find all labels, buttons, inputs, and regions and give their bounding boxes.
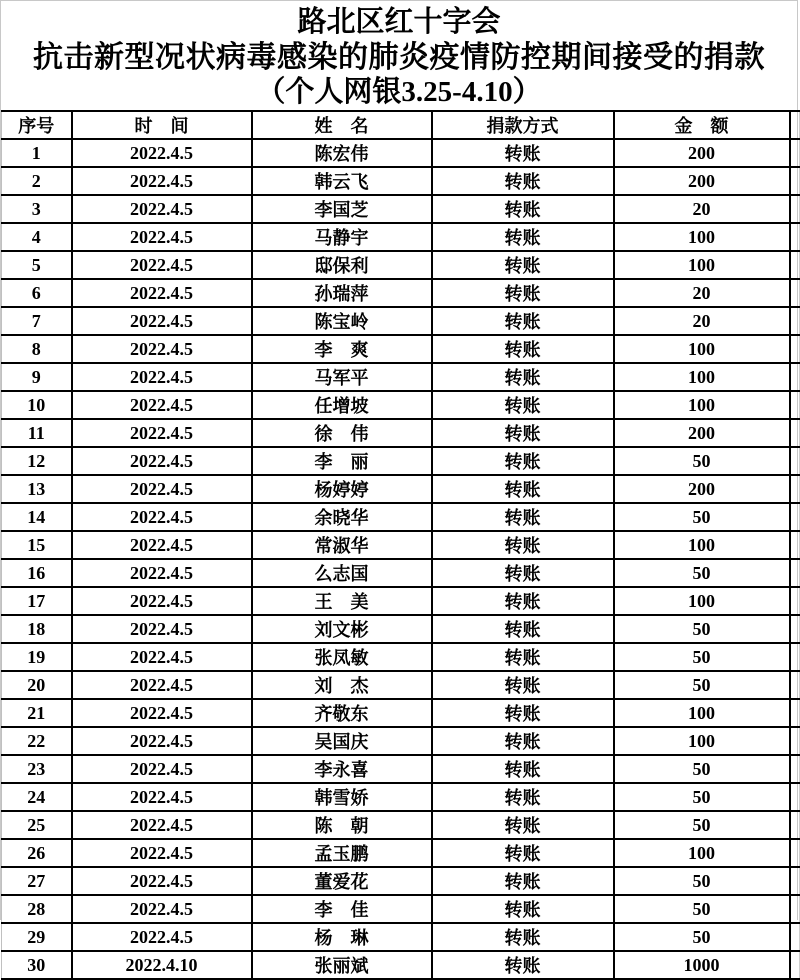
row-number-cell: 10 (2, 391, 72, 419)
date-cell: 2022.4.5 (72, 923, 252, 951)
name-cell: 韩雪娇 (252, 783, 432, 811)
table-row (2, 531, 800, 559)
method-cell: 转账 (432, 699, 614, 727)
document-subtitle: 抗击新型况状病毒感染的肺炎疫情防控期间接受的捐款 (33, 41, 765, 74)
table-row (2, 195, 800, 223)
table-row (2, 839, 800, 867)
gutter-cell (790, 755, 800, 783)
table-row (2, 643, 800, 671)
amount-cell: 20 (614, 279, 790, 307)
amount-cell: 50 (614, 783, 790, 811)
date-cell: 2022.4.5 (72, 419, 252, 447)
gutter-cell (790, 727, 800, 755)
method-cell: 转账 (432, 251, 614, 279)
date-cell: 2022.4.5 (72, 335, 252, 363)
date-cell: 2022.4.5 (72, 671, 252, 699)
name-cell: 马静宇 (252, 223, 432, 251)
amount-cell: 100 (614, 699, 790, 727)
organization-title: 路北区红十字会 (297, 6, 501, 38)
table-row (2, 391, 800, 419)
row-number-cell: 5 (2, 251, 72, 279)
row-number-cell: 24 (2, 783, 72, 811)
amount-cell: 100 (614, 727, 790, 755)
donation-table (1, 110, 800, 980)
date-cell: 2022.4.5 (72, 307, 252, 335)
gutter-cell (790, 251, 800, 279)
method-cell: 转账 (432, 307, 614, 335)
name-cell: 杨婷婷 (252, 475, 432, 503)
method-cell: 转账 (432, 475, 614, 503)
method-cell: 转账 (432, 671, 614, 699)
row-number-cell: 27 (2, 867, 72, 895)
amount-cell: 200 (614, 419, 790, 447)
method-cell: 转账 (432, 363, 614, 391)
gutter-cell (790, 951, 800, 979)
amount-cell: 100 (614, 531, 790, 559)
gutter-cell (790, 839, 800, 867)
date-cell: 2022.4.5 (72, 391, 252, 419)
row-number-cell: 30 (2, 951, 72, 979)
table-row (2, 671, 800, 699)
date-cell: 2022.4.5 (72, 223, 252, 251)
gutter-cell (790, 503, 800, 531)
date-cell: 2022.4.5 (72, 475, 252, 503)
table-row (2, 419, 800, 447)
date-cell: 2022.4.5 (72, 867, 252, 895)
amount-cell: 200 (614, 475, 790, 503)
document-title-block (1, 1, 797, 110)
method-cell: 转账 (432, 783, 614, 811)
amount-cell: 100 (614, 363, 790, 391)
date-cell: 2022.4.10 (72, 951, 252, 979)
column-header-name: 姓 名 (252, 111, 432, 139)
name-cell: 任增坡 (252, 391, 432, 419)
table-row (2, 447, 800, 475)
method-cell: 转账 (432, 727, 614, 755)
name-cell: 陈宏伟 (252, 139, 432, 167)
amount-cell: 100 (614, 251, 790, 279)
name-cell: 孙瑞萍 (252, 279, 432, 307)
date-cell: 2022.4.5 (72, 895, 252, 923)
name-cell: 杨 琳 (252, 923, 432, 951)
date-cell: 2022.4.5 (72, 699, 252, 727)
row-number-cell: 29 (2, 923, 72, 951)
gutter-cell (790, 531, 800, 559)
column-header-date: 时 间 (72, 111, 252, 139)
method-cell: 转账 (432, 643, 614, 671)
table-row (2, 923, 800, 951)
gutter-cell (790, 643, 800, 671)
table-row (2, 783, 800, 811)
method-cell: 转账 (432, 139, 614, 167)
name-cell: 陈 朝 (252, 811, 432, 839)
row-number-cell: 6 (2, 279, 72, 307)
column-header-method: 捐款方式 (432, 111, 614, 139)
table-row (2, 867, 800, 895)
table-row (2, 363, 800, 391)
gutter-cell (790, 419, 800, 447)
row-number-cell: 15 (2, 531, 72, 559)
name-cell: 徐 伟 (252, 419, 432, 447)
row-number-cell: 11 (2, 419, 72, 447)
gutter-cell (790, 783, 800, 811)
date-cell: 2022.4.5 (72, 783, 252, 811)
method-cell: 转账 (432, 195, 614, 223)
row-number-cell: 13 (2, 475, 72, 503)
amount-cell: 100 (614, 223, 790, 251)
date-cell: 2022.4.5 (72, 447, 252, 475)
method-cell: 转账 (432, 167, 614, 195)
amount-cell: 50 (614, 447, 790, 475)
name-cell: 余晓华 (252, 503, 432, 531)
amount-cell: 50 (614, 643, 790, 671)
gutter-cell (790, 307, 800, 335)
amount-cell: 50 (614, 671, 790, 699)
date-cell: 2022.4.5 (72, 139, 252, 167)
row-number-cell: 8 (2, 335, 72, 363)
name-cell: 齐敬东 (252, 699, 432, 727)
gutter-cell (790, 335, 800, 363)
method-cell: 转账 (432, 447, 614, 475)
table-row (2, 951, 800, 979)
amount-cell: 20 (614, 195, 790, 223)
method-cell: 转账 (432, 279, 614, 307)
date-cell: 2022.4.5 (72, 279, 252, 307)
gutter-cell (790, 475, 800, 503)
method-cell: 转账 (432, 419, 614, 447)
amount-cell: 200 (614, 139, 790, 167)
name-cell: 刘 杰 (252, 671, 432, 699)
gutter-cell (790, 223, 800, 251)
amount-cell: 100 (614, 839, 790, 867)
row-number-cell: 28 (2, 895, 72, 923)
date-cell: 2022.4.5 (72, 727, 252, 755)
amount-cell: 50 (614, 811, 790, 839)
date-cell: 2022.4.5 (72, 195, 252, 223)
amount-cell: 1000 (614, 951, 790, 979)
table-row (2, 727, 800, 755)
table-row (2, 559, 800, 587)
amount-cell: 50 (614, 923, 790, 951)
amount-cell: 50 (614, 615, 790, 643)
row-number-cell: 20 (2, 671, 72, 699)
table-header-row (2, 111, 800, 139)
method-cell: 转账 (432, 503, 614, 531)
gutter-cell (790, 195, 800, 223)
method-cell: 转账 (432, 335, 614, 363)
row-number-cell: 18 (2, 615, 72, 643)
row-number-cell: 17 (2, 587, 72, 615)
gutter-cell (790, 279, 800, 307)
name-cell: 李 佳 (252, 895, 432, 923)
gutter-cell (790, 139, 800, 167)
gutter-cell (790, 867, 800, 895)
date-cell: 2022.4.5 (72, 587, 252, 615)
name-cell: 韩云飞 (252, 167, 432, 195)
method-cell: 转账 (432, 587, 614, 615)
table-row (2, 587, 800, 615)
table-row (2, 251, 800, 279)
date-range-subtitle: （个人网银3.25-4.10） (256, 76, 542, 108)
table-row (2, 279, 800, 307)
date-cell: 2022.4.5 (72, 167, 252, 195)
name-cell: 张凤敏 (252, 643, 432, 671)
date-cell: 2022.4.5 (72, 643, 252, 671)
name-cell: 董爱花 (252, 867, 432, 895)
table-row (2, 615, 800, 643)
date-cell: 2022.4.5 (72, 503, 252, 531)
row-number-cell: 3 (2, 195, 72, 223)
amount-cell: 50 (614, 503, 790, 531)
row-number-cell: 2 (2, 167, 72, 195)
table-row (2, 503, 800, 531)
row-number-cell: 19 (2, 643, 72, 671)
method-cell: 转账 (432, 895, 614, 923)
row-number-cell: 4 (2, 223, 72, 251)
gutter-cell (790, 811, 800, 839)
name-cell: 孟玉鹏 (252, 839, 432, 867)
column-header-amount: 金 额 (614, 111, 790, 139)
row-number-cell: 14 (2, 503, 72, 531)
amount-cell: 50 (614, 867, 790, 895)
amount-cell: 200 (614, 167, 790, 195)
method-cell: 转账 (432, 223, 614, 251)
gutter-cell (790, 615, 800, 643)
amount-cell: 100 (614, 391, 790, 419)
table-row (2, 895, 800, 923)
name-cell: 刘文彬 (252, 615, 432, 643)
row-number-cell: 22 (2, 727, 72, 755)
gutter-cell (790, 895, 800, 923)
table-row (2, 755, 800, 783)
method-cell: 转账 (432, 923, 614, 951)
gutter-cell (790, 111, 800, 139)
amount-cell: 50 (614, 559, 790, 587)
gutter-cell (790, 363, 800, 391)
method-cell: 转账 (432, 755, 614, 783)
name-cell: 吴国庆 (252, 727, 432, 755)
table-row (2, 307, 800, 335)
row-number-cell: 16 (2, 559, 72, 587)
gutter-cell (790, 391, 800, 419)
name-cell: 李 爽 (252, 335, 432, 363)
date-cell: 2022.4.5 (72, 363, 252, 391)
date-cell: 2022.4.5 (72, 755, 252, 783)
row-number-cell: 9 (2, 363, 72, 391)
amount-cell: 100 (614, 587, 790, 615)
row-number-cell: 12 (2, 447, 72, 475)
method-cell: 转账 (432, 839, 614, 867)
name-cell: 李 丽 (252, 447, 432, 475)
method-cell: 转账 (432, 615, 614, 643)
table-row (2, 223, 800, 251)
date-cell: 2022.4.5 (72, 531, 252, 559)
row-number-cell: 21 (2, 699, 72, 727)
row-number-cell: 7 (2, 307, 72, 335)
gutter-cell (790, 671, 800, 699)
gutter-cell (790, 699, 800, 727)
table-row (2, 335, 800, 363)
table-row (2, 475, 800, 503)
amount-cell: 100 (614, 335, 790, 363)
name-cell: 陈宝岭 (252, 307, 432, 335)
gutter-cell (790, 559, 800, 587)
gutter-cell (790, 167, 800, 195)
gutter-cell (790, 447, 800, 475)
table-row (2, 699, 800, 727)
method-cell: 转账 (432, 391, 614, 419)
date-cell: 2022.4.5 (72, 839, 252, 867)
row-number-cell: 1 (2, 139, 72, 167)
name-cell: 么志国 (252, 559, 432, 587)
amount-cell: 50 (614, 755, 790, 783)
gutter-cell (790, 587, 800, 615)
method-cell: 转账 (432, 811, 614, 839)
name-cell: 邸保利 (252, 251, 432, 279)
method-cell: 转账 (432, 559, 614, 587)
amount-cell: 20 (614, 307, 790, 335)
table-row (2, 167, 800, 195)
date-cell: 2022.4.5 (72, 811, 252, 839)
date-cell: 2022.4.5 (72, 559, 252, 587)
date-cell: 2022.4.5 (72, 251, 252, 279)
date-cell: 2022.4.5 (72, 615, 252, 643)
name-cell: 李国芝 (252, 195, 432, 223)
name-cell: 李永喜 (252, 755, 432, 783)
method-cell: 转账 (432, 867, 614, 895)
name-cell: 常淑华 (252, 531, 432, 559)
table-row (2, 811, 800, 839)
column-header-row-number: 序号 (2, 111, 72, 139)
name-cell: 王 美 (252, 587, 432, 615)
gutter-cell (790, 923, 800, 951)
amount-cell: 50 (614, 895, 790, 923)
name-cell: 张丽斌 (252, 951, 432, 979)
name-cell: 马军平 (252, 363, 432, 391)
row-number-cell: 23 (2, 755, 72, 783)
method-cell: 转账 (432, 531, 614, 559)
method-cell: 转账 (432, 951, 614, 979)
row-number-cell: 26 (2, 839, 72, 867)
table-row (2, 139, 800, 167)
row-number-cell: 25 (2, 811, 72, 839)
